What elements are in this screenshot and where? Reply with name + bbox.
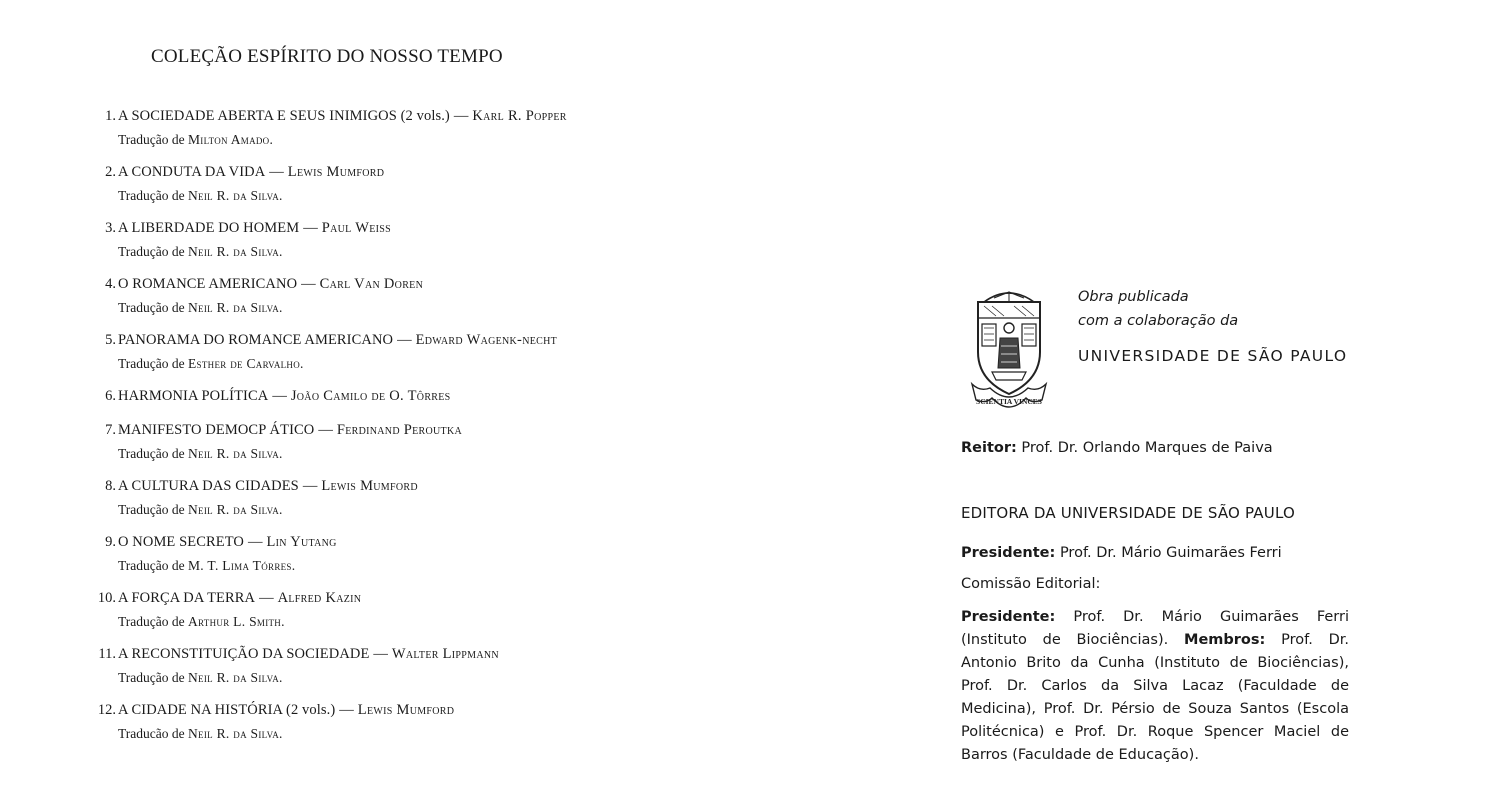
translation-prefix: Tradução de [118,670,185,685]
book-author: Lewis Mumford [287,164,385,180]
book-author: João Camilo de O. Tôrres [290,388,451,404]
book-list [88,104,608,754]
book-number: 12. [97,702,116,718]
translator-name: Milton Amado. [188,132,274,147]
book-title: A CONDUTA DA VIDA [118,164,266,180]
rector-label: Reitor: [961,440,1017,456]
commission-members [961,606,1349,767]
translation-line [118,241,608,263]
book-number: 5. [105,332,116,348]
translation-prefix: Tradução de [118,614,185,629]
book-author: Lewis Mumford [357,702,455,718]
left-page [0,0,720,785]
translation-line [118,611,608,633]
right-page [940,0,1500,785]
book-author: Alfred Kazin [277,590,362,606]
separator-dash: — [272,388,287,404]
translation-line [118,297,608,319]
separator-dash: — [453,108,469,124]
collection-title: COLEÇÃO ESPÍRITO DO NOSSO TEMPO [151,46,503,67]
book-title: A SOCIEDADE ABERTA E SEUS INIMIGOS (2 vols.) [118,108,450,124]
book-entry [88,418,608,465]
rector-line [961,440,1273,456]
publisher-name: EDITORA DA UNIVERSIDADE DE SÃO PAULO [961,504,1295,522]
book-entry [88,698,608,745]
book-author: Lin Yutang [266,534,337,550]
book-number: 3. [105,220,116,236]
translator-name: Neil R. da Silva. [188,446,283,461]
translator-name: Neil R. da Silva. [188,244,283,259]
book-number: 6. [105,388,116,404]
separator-dash: — [339,702,354,718]
separator-dash: — [269,164,284,180]
commission-label: Comissão Editorial: [961,576,1101,592]
president-line [961,545,1282,561]
book-title: PANORAMA DO ROMANCE AMERICANO [118,332,394,348]
book-entry [88,104,608,151]
book-number: 8. [105,478,116,494]
book-author: Walter Lippmann [391,646,499,662]
collab-line-1: Obra publicada [1078,289,1189,305]
translation-prefix: Tradução de [118,502,185,517]
translation-prefix: Tradução de [118,188,185,203]
book-title: MANIFESTO DEMOCP ÁTICO [118,422,315,438]
rector-name: Prof. Dr. Orlando Marques de Paiva [1021,440,1273,456]
translator-name: Neil R. da Silva. [188,726,283,741]
book-number: 10. [97,590,116,606]
book-title: O NOME SECRETO [118,534,245,550]
book-entry [88,474,608,521]
president-name: Prof. Dr. Mário Guimarães Ferri [1059,545,1282,561]
book-title: A FORÇA DA TERRA [118,590,256,606]
separator-dash: — [303,220,318,236]
book-number: 2. [105,164,116,180]
book-entry [88,530,608,577]
book-author: Edward Wagenk-necht [415,332,558,348]
book-title: HARMONIA POLÍTICA [118,388,269,404]
translator-name: Esther de Carvalho. [188,356,304,371]
book-author: Paul Weiss [321,220,391,236]
translation-prefix: Tradução de [118,356,185,371]
book-author: Ferdinand Peroutka [336,422,463,438]
president-label: Presidente: [961,545,1056,561]
translation-line [118,185,608,207]
book-entry [88,586,608,633]
book-entry [88,272,608,319]
book-author: Carl Van Doren [319,276,424,292]
translation-prefix: Tradução de [118,558,185,573]
book-entry [88,216,608,263]
translation-prefix: Tradução de [118,300,185,315]
separator-dash: — [302,478,318,494]
members-label: Membros: [1184,632,1266,648]
book-title: O ROMANCE AMERICANO [118,276,298,292]
translation-prefix: Tradução de [118,446,185,461]
translation-line [118,555,608,577]
book-number: 11. [98,646,116,662]
commission-president-text: Prof. Dr. Mário Guimarães Ferri (Instituto de Biociências). [961,609,1349,648]
translation-line [118,129,608,151]
university-crest-icon [970,288,1048,422]
separator-dash: — [248,534,263,550]
book-entry [88,642,608,689]
translation-line [118,499,608,521]
members-text: Prof. Dr. Antonio Brito da Cunha (Instituto de Biociências), Prof. Dr. Carlos da Silva Lacaz (Faculdade de Medicina), Prof. Dr. Pérsio de Souza Santos (Escola Politécnica) e Prof. Dr. Roque Spencer Maciel de Barros (Faculdade de Educação). [961,632,1350,763]
book-number: 9. [105,534,116,550]
book-title: A LIBERDADE DO HOMEM [118,220,300,236]
separator-dash: — [397,332,412,348]
collaboration-note [1078,285,1378,365]
book-entry [88,384,608,409]
translation-line [118,723,608,745]
book-title: A CIDADE NA HISTÓRIA (2 vols.) [118,702,336,718]
book-number: 1. [105,108,116,124]
separator-dash: — [259,590,274,606]
book-number: 7. [105,422,116,438]
book-author: Karl R. Popper [472,108,567,124]
translator-name: Neil R. da Silva. [188,188,283,203]
translation-prefix: Tradução de [118,132,185,147]
translator-name: M. T. Lima Tórres. [188,558,296,573]
separator-dash: — [301,276,316,292]
separator-dash: — [318,422,333,438]
translator-name: Neil R. da Silva. [188,300,283,315]
svg-text:SCIENTIA VINCES: SCIENTIA VINCES [976,397,1042,406]
book-entry [88,160,608,207]
commission-president-label: Presidente: [961,609,1056,625]
translation-line [118,353,608,375]
collab-line-2: com a colaboração da [1078,313,1239,329]
book-entry [88,328,608,375]
translation-prefix: Tradução de [118,244,185,259]
separator-dash: — [373,646,388,662]
book-title: A CULTURA DAS CIDADES [118,478,299,494]
book-number: 4. [105,276,116,292]
translator-name: Neil R. da Silva. [188,670,283,685]
translation-line [118,443,608,465]
university-name: UNIVERSIDADE DE SÃO PAULO [1078,347,1348,365]
translator-name: Neil R. da Silva. [188,502,283,517]
translator-name: Arthur L. Smith. [188,614,285,629]
translation-prefix: Traducão de [118,726,185,741]
book-title: A RECONSTITUIÇÃO DA SOCIEDADE [118,646,370,662]
translation-line [118,667,608,689]
book-author: Lewis Mumford [321,478,418,494]
